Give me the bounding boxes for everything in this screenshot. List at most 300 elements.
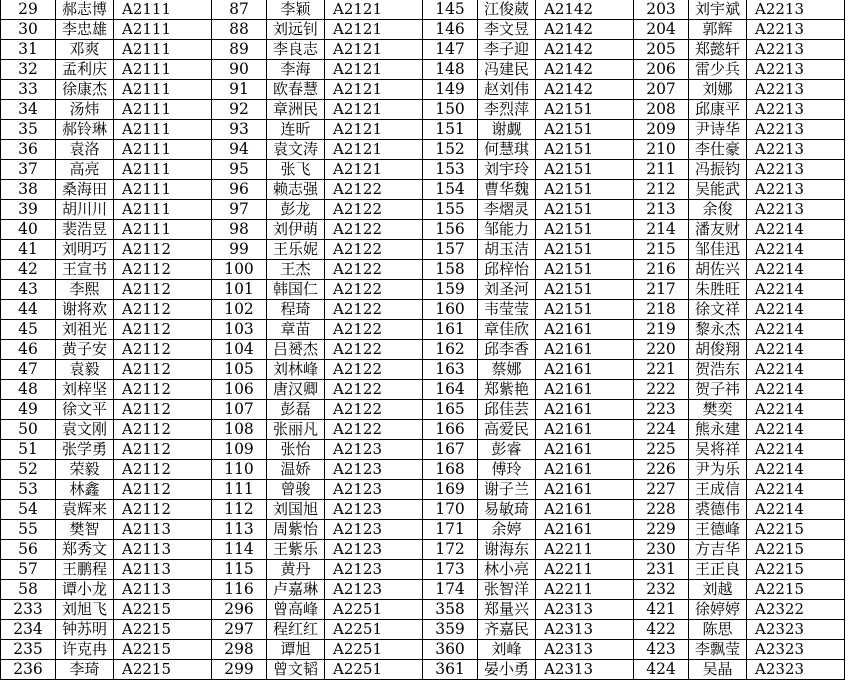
seq-number-cell: 94 [212,140,267,160]
class-code-cell: A2214 [747,380,845,400]
class-code-cell: A2112 [114,320,212,340]
class-code-cell: A2214 [747,360,845,380]
table-row [1,660,845,680]
seq-number-cell: 88 [212,20,267,40]
seq-number-cell: 100 [212,260,267,280]
seq-number-cell: 169 [423,480,478,500]
class-code-cell: A2215 [747,580,845,600]
student-name-cell: 唐汉卿 [267,380,325,400]
student-name-cell: 张怡 [267,440,325,460]
seq-number-cell: 113 [212,520,267,540]
seq-number-cell: 47 [1,360,56,380]
student-name-cell: 邱李香 [478,340,536,360]
student-name-cell: 王德峰 [689,520,747,540]
seq-number-cell: 43 [1,280,56,300]
class-code-cell: A2161 [536,400,634,420]
student-name-cell: 王杰 [267,260,325,280]
seq-number-cell: 227 [634,480,689,500]
class-code-cell: A2215 [114,620,212,640]
class-code-cell: A2213 [747,40,845,60]
seq-number-cell: 204 [634,20,689,40]
seq-number-cell: 98 [212,220,267,240]
seq-number-cell: 58 [1,580,56,600]
seq-number-cell: 149 [423,80,478,100]
student-name-cell: 尹诗华 [689,120,747,140]
student-name-cell: 卢嘉琳 [267,580,325,600]
student-name-cell: 易敏琦 [478,500,536,520]
student-name-cell: 王紫乐 [267,540,325,560]
seq-number-cell: 216 [634,260,689,280]
class-code-cell: A2122 [325,400,423,420]
seq-number-cell: 233 [1,600,56,620]
table-row [1,420,845,440]
class-code-cell: A2111 [114,140,212,160]
class-code-cell: A2122 [325,360,423,380]
student-name-cell: 胡川川 [56,200,114,220]
class-code-cell: A2161 [536,440,634,460]
class-code-cell: A2214 [747,280,845,300]
student-name-cell: 谭小龙 [56,580,114,600]
class-code-cell: A2112 [114,380,212,400]
student-name-cell: 雷少兵 [689,60,747,80]
seq-number-cell: 53 [1,480,56,500]
seq-number-cell: 52 [1,460,56,480]
student-name-cell: 孟利庆 [56,60,114,80]
class-code-cell: A2213 [747,100,845,120]
student-name-cell: 刘梓坚 [56,380,114,400]
student-name-cell: 刘宇玲 [478,160,536,180]
table-row [1,520,845,540]
student-name-cell: 章佳欣 [478,320,536,340]
student-name-cell: 黄丹 [267,560,325,580]
seq-number-cell: 39 [1,200,56,220]
student-name-cell: 冯建民 [478,60,536,80]
seq-number-cell: 40 [1,220,56,240]
seq-number-cell: 106 [212,380,267,400]
seq-number-cell: 207 [634,80,689,100]
class-code-cell: A2121 [325,120,423,140]
seq-number-cell: 104 [212,340,267,360]
seq-number-cell: 151 [423,120,478,140]
seq-number-cell: 97 [212,200,267,220]
class-code-cell: A2161 [536,520,634,540]
seq-number-cell: 166 [423,420,478,440]
student-name-cell: 郝志博 [56,0,114,20]
class-code-cell: A2214 [747,500,845,520]
seq-number-cell: 93 [212,120,267,140]
seq-number-cell: 236 [1,660,56,680]
table-row [1,540,845,560]
class-code-cell: A2123 [325,460,423,480]
student-name-cell: 胡玉洁 [478,240,536,260]
table-row [1,40,845,60]
seq-number-cell: 422 [634,620,689,640]
seq-number-cell: 359 [423,620,478,640]
class-code-cell: A2214 [747,320,845,340]
class-code-cell: A2122 [325,260,423,280]
student-name-cell: 邹能力 [478,220,536,240]
class-code-cell: A2323 [747,620,845,640]
student-name-cell: 林鑫 [56,480,114,500]
student-name-cell: 章苗 [267,320,325,340]
class-code-cell: A2111 [114,220,212,240]
seq-number-cell: 225 [634,440,689,460]
student-name-cell: 李熙 [56,280,114,300]
student-name-cell: 张飞 [267,160,325,180]
student-name-cell: 李烈萍 [478,100,536,120]
class-code-cell: A2151 [536,280,634,300]
class-code-cell: A2112 [114,480,212,500]
seq-number-cell: 115 [212,560,267,580]
seq-number-cell: 49 [1,400,56,420]
student-name-cell: 吴将祥 [689,440,747,460]
class-code-cell: A2122 [325,420,423,440]
class-code-cell: A2151 [536,160,634,180]
seq-number-cell: 358 [423,600,478,620]
seq-number-cell: 223 [634,400,689,420]
class-code-cell: A2213 [747,20,845,40]
student-name-cell: 周紫怡 [267,520,325,540]
seq-number-cell: 171 [423,520,478,540]
student-name-cell: 荣毅 [56,460,114,480]
seq-number-cell: 153 [423,160,478,180]
student-name-cell: 邓爽 [56,40,114,60]
class-code-cell: A2213 [747,120,845,140]
seq-number-cell: 231 [634,560,689,580]
student-name-cell: 刘娜 [689,80,747,100]
class-code-cell: A2213 [747,180,845,200]
class-code-cell: A2122 [325,320,423,340]
seq-number-cell: 222 [634,380,689,400]
student-name-cell: 曾骏 [267,480,325,500]
student-name-cell: 谢子兰 [478,480,536,500]
student-name-cell: 彭睿 [478,440,536,460]
student-name-cell: 林小亮 [478,560,536,580]
seq-number-cell: 360 [423,640,478,660]
seq-number-cell: 42 [1,260,56,280]
seq-number-cell: 50 [1,420,56,440]
class-code-cell: A2111 [114,60,212,80]
seq-number-cell: 92 [212,100,267,120]
seq-number-cell: 226 [634,460,689,480]
student-name-cell: 袁毅 [56,360,114,380]
seq-number-cell: 108 [212,420,267,440]
table-row [1,20,845,40]
student-name-cell: 曾文韬 [267,660,325,680]
class-code-cell: A2214 [747,420,845,440]
student-name-cell: 刘宇斌 [689,0,747,20]
student-name-cell: 郝铃琳 [56,120,114,140]
roster-body [1,0,845,680]
class-code-cell: A2151 [536,220,634,240]
student-name-cell: 刘林峰 [267,360,325,380]
class-code-cell: A2142 [536,0,634,20]
student-name-cell: 何慧琪 [478,140,536,160]
seq-number-cell: 102 [212,300,267,320]
seq-number-cell: 206 [634,60,689,80]
seq-number-cell: 101 [212,280,267,300]
table-row [1,640,845,660]
student-name-cell: 刘旭飞 [56,600,114,620]
class-code-cell: A2111 [114,100,212,120]
table-row [1,100,845,120]
class-code-cell: A2113 [114,580,212,600]
table-row [1,560,845,580]
student-name-cell: 刘伊萌 [267,220,325,240]
student-name-cell: 熊永建 [689,420,747,440]
student-name-cell: 李忠雄 [56,20,114,40]
seq-number-cell: 215 [634,240,689,260]
class-code-cell: A2122 [325,340,423,360]
student-name-cell: 刘国旭 [267,500,325,520]
class-code-cell: A2322 [747,600,845,620]
class-code-cell: A2123 [325,520,423,540]
class-code-cell: A2121 [325,100,423,120]
class-code-cell: A2112 [114,240,212,260]
student-name-cell: 刘越 [689,580,747,600]
seq-number-cell: 160 [423,300,478,320]
table-row [1,620,845,640]
class-code-cell: A2121 [325,0,423,20]
seq-number-cell: 41 [1,240,56,260]
class-code-cell: A2112 [114,340,212,360]
table-row [1,500,845,520]
seq-number-cell: 36 [1,140,56,160]
class-code-cell: A2123 [325,500,423,520]
table-row [1,240,845,260]
student-name-cell: 谭旭 [267,640,325,660]
student-name-cell: 谢海东 [478,540,536,560]
seq-number-cell: 157 [423,240,478,260]
class-code-cell: A2213 [747,200,845,220]
student-name-cell: 郑量兴 [478,600,536,620]
seq-number-cell: 114 [212,540,267,560]
table-row [1,160,845,180]
student-name-cell: 裘德伟 [689,500,747,520]
student-name-cell: 王鹏程 [56,560,114,580]
seq-number-cell: 146 [423,20,478,40]
seq-number-cell: 218 [634,300,689,320]
seq-number-cell: 299 [212,660,267,680]
student-name-cell: 胡佐兴 [689,260,747,280]
student-name-cell: 刘峰 [478,640,536,660]
seq-number-cell: 91 [212,80,267,100]
class-code-cell: A2214 [747,480,845,500]
class-code-cell: A2215 [114,600,212,620]
student-name-cell: 胡俊翔 [689,340,747,360]
student-name-cell: 程琦 [267,300,325,320]
seq-number-cell: 162 [423,340,478,360]
student-name-cell: 谢觑 [478,120,536,140]
class-code-cell: A2214 [747,240,845,260]
seq-number-cell: 110 [212,460,267,480]
student-name-cell: 程红红 [267,620,325,640]
seq-number-cell: 156 [423,220,478,240]
class-code-cell: A2214 [747,400,845,420]
seq-number-cell: 37 [1,160,56,180]
student-name-cell: 李子迎 [478,40,536,60]
seq-number-cell: 116 [212,580,267,600]
seq-number-cell: 48 [1,380,56,400]
seq-number-cell: 35 [1,120,56,140]
class-code-cell: A2214 [747,460,845,480]
student-name-cell: 谢将欢 [56,300,114,320]
student-name-cell: 王正良 [689,560,747,580]
class-code-cell: A2213 [747,140,845,160]
student-name-cell: 尹为乐 [689,460,747,480]
seq-number-cell: 44 [1,300,56,320]
student-name-cell: 齐嘉民 [478,620,536,640]
seq-number-cell: 54 [1,500,56,520]
student-name-cell: 郑懿轩 [689,40,747,60]
class-code-cell: A2215 [747,520,845,540]
student-name-cell: 彭龙 [267,200,325,220]
class-code-cell: A2251 [325,600,423,620]
seq-number-cell: 219 [634,320,689,340]
class-code-cell: A2123 [325,540,423,560]
class-code-cell: A2122 [325,300,423,320]
seq-number-cell: 213 [634,200,689,220]
table-row [1,360,845,380]
class-code-cell: A2123 [325,560,423,580]
seq-number-cell: 109 [212,440,267,460]
class-code-cell: A2214 [747,440,845,460]
student-name-cell: 贺浩东 [689,360,747,380]
seq-number-cell: 95 [212,160,267,180]
class-code-cell: A2121 [325,140,423,160]
student-name-cell: 李飘莹 [689,640,747,660]
class-code-cell: A2122 [325,380,423,400]
seq-number-cell: 147 [423,40,478,60]
table-row [1,340,845,360]
student-name-cell: 余俊 [689,200,747,220]
class-code-cell: A2142 [536,40,634,60]
student-name-cell: 蔡娜 [478,360,536,380]
seq-number-cell: 32 [1,60,56,80]
seq-number-cell: 228 [634,500,689,520]
seq-number-cell: 361 [423,660,478,680]
student-name-cell: 徐康杰 [56,80,114,100]
seq-number-cell: 51 [1,440,56,460]
seq-number-cell: 235 [1,640,56,660]
student-name-cell: 刘圣河 [478,280,536,300]
student-name-cell: 郭辉 [689,20,747,40]
class-code-cell: A2213 [747,0,845,20]
student-name-cell: 吴晶 [689,660,747,680]
class-code-cell: A2123 [325,580,423,600]
class-code-cell: A2215 [747,560,845,580]
class-code-cell: A2251 [325,640,423,660]
class-code-cell: A2113 [114,520,212,540]
table-row [1,380,845,400]
student-name-cell: 黎永杰 [689,320,747,340]
student-name-cell: 刘祖光 [56,320,114,340]
class-code-cell: A2215 [114,660,212,680]
seq-number-cell: 224 [634,420,689,440]
student-name-cell: 韩国仁 [267,280,325,300]
class-code-cell: A2161 [536,360,634,380]
class-code-cell: A2161 [536,380,634,400]
student-name-cell: 徐文平 [56,400,114,420]
table-row [1,480,845,500]
student-name-cell: 贺子祎 [689,380,747,400]
student-name-cell: 章洲民 [267,100,325,120]
seq-number-cell: 211 [634,160,689,180]
table-row [1,400,845,420]
student-name-cell: 高亮 [56,160,114,180]
student-name-cell: 袁文刚 [56,420,114,440]
seq-number-cell: 34 [1,100,56,120]
student-name-cell: 黄子安 [56,340,114,360]
class-code-cell: A2313 [536,640,634,660]
student-name-cell: 方吉华 [689,540,747,560]
student-name-cell: 李海 [267,60,325,80]
class-code-cell: A2214 [747,260,845,280]
table-row [1,0,845,20]
seq-number-cell: 296 [212,600,267,620]
class-code-cell: A2161 [536,340,634,360]
class-code-cell: A2112 [114,400,212,420]
student-name-cell: 邱佳芸 [478,400,536,420]
seq-number-cell: 208 [634,100,689,120]
class-code-cell: A2111 [114,0,212,20]
seq-number-cell: 152 [423,140,478,160]
class-code-cell: A2111 [114,120,212,140]
student-name-cell: 王宣书 [56,260,114,280]
seq-number-cell: 45 [1,320,56,340]
seq-number-cell: 209 [634,120,689,140]
class-code-cell: A2151 [536,200,634,220]
seq-number-cell: 55 [1,520,56,540]
table-row [1,440,845,460]
student-name-cell: 潘友财 [689,220,747,240]
class-code-cell: A2113 [114,560,212,580]
seq-number-cell: 172 [423,540,478,560]
table-row [1,280,845,300]
class-code-cell: A2142 [536,80,634,100]
seq-number-cell: 57 [1,560,56,580]
seq-number-cell: 212 [634,180,689,200]
student-name-cell: 徐文祥 [689,300,747,320]
seq-number-cell: 297 [212,620,267,640]
student-name-cell: 刘远钊 [267,20,325,40]
seq-number-cell: 38 [1,180,56,200]
student-name-cell: 李颖 [267,0,325,20]
seq-number-cell: 159 [423,280,478,300]
class-code-cell: A2151 [536,260,634,280]
seq-number-cell: 30 [1,20,56,40]
class-code-cell: A2142 [536,20,634,40]
student-name-cell: 陈思 [689,620,747,640]
student-name-cell: 江俊葳 [478,0,536,20]
seq-number-cell: 96 [212,180,267,200]
student-name-cell: 吴能武 [689,180,747,200]
class-code-cell: A2111 [114,180,212,200]
table-row [1,220,845,240]
class-code-cell: A2211 [536,560,634,580]
seq-number-cell: 221 [634,360,689,380]
student-name-cell: 汤炜 [56,100,114,120]
class-code-cell: A2161 [536,480,634,500]
class-code-cell: A2313 [536,600,634,620]
student-name-cell: 朱胜旺 [689,280,747,300]
class-code-cell: A2111 [114,80,212,100]
class-code-cell: A2151 [536,240,634,260]
student-name-cell: 傅玲 [478,460,536,480]
seq-number-cell: 89 [212,40,267,60]
class-code-cell: A2151 [536,120,634,140]
student-name-cell: 李琦 [56,660,114,680]
